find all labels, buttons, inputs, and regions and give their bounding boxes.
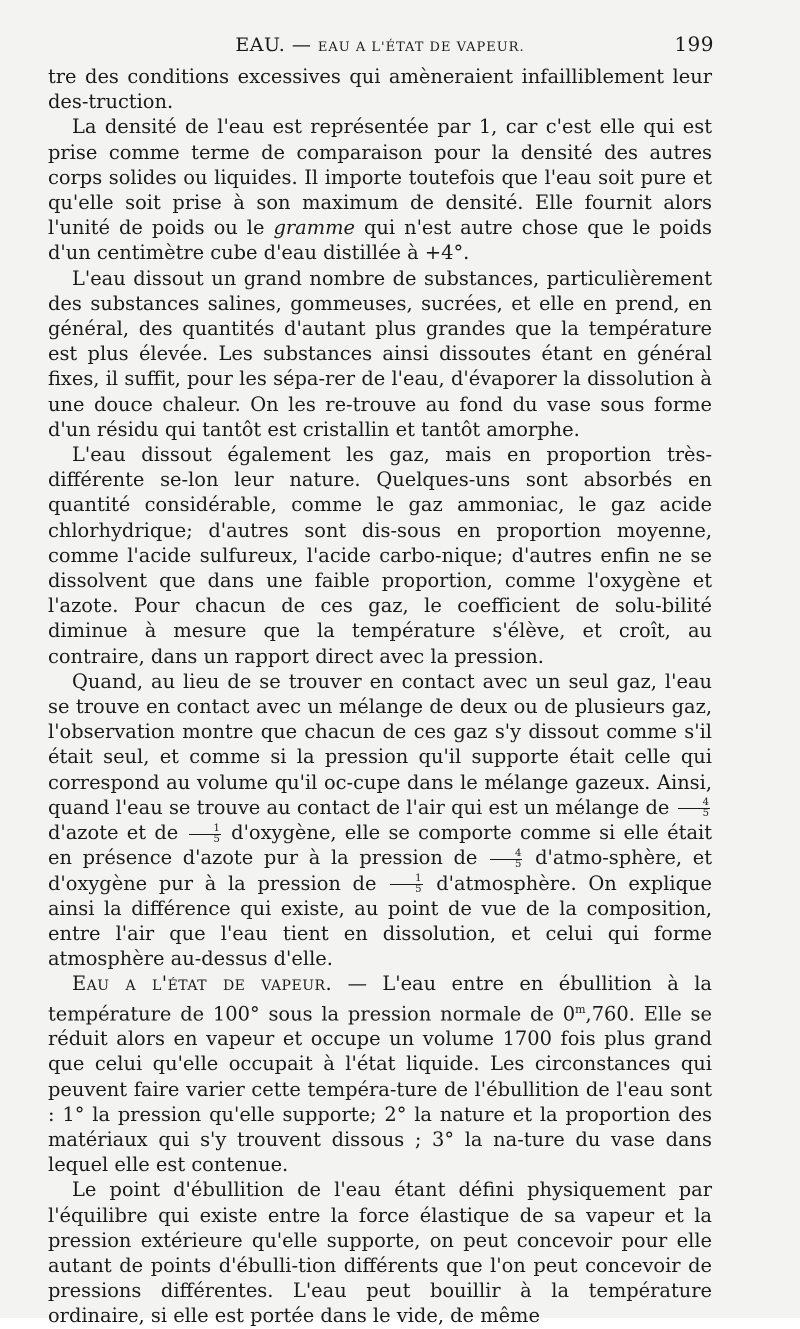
paragraph-vapeur-text-b: ,760. Elle se réduit alors en vapeur et occupe un volume 1700 fois plus grand que celui qu'elle occupait à l'état liquide. Les circonstances qui peuvent faire varier cette tempéra-ture de l'ébullition de l'eau sont : 1° la pression qu'elle supporte; 2° la nature et la proportion des matériaux qui s'y trouvent dissous ; 3° la na-ture du vase dans lequel elle est contenue. <box>48 1001 712 1177</box>
running-title-sub: EAU A L'ÉTAT DE VAPEUR. <box>317 40 525 55</box>
running-title <box>48 34 712 56</box>
fraction-num: 1 <box>390 874 422 885</box>
fraction-den: 5 <box>213 833 220 845</box>
paragraph-0: tre des conditions excessives qui amèneraient infailliblement leur des-truction. <box>48 65 712 114</box>
fraction-den: 5 <box>702 808 709 820</box>
fraction-den: 5 <box>415 884 422 895</box>
fraction-num: 4 <box>678 798 710 809</box>
paragraph-gas-mixture-text-c: d'oxygène, elle se comporte comme si elle était en présence d'azote pur à la pression de <box>48 821 713 870</box>
fraction-num: 1 <box>189 824 221 835</box>
paragraph-gas-mixture-text-d: d'atmo-sphère, et d'oxygène pur à la pression de <box>48 846 712 895</box>
fraction-azote <box>678 798 710 819</box>
paragraph-gas-mixture-text-e: d'atmosphère. On explique ainsi la différence qui existe, au point de vue de la composition, entre l'air que l'eau tient en dissolution, et celui qui forme atmosphère au-dessus d'elle. <box>48 871 713 971</box>
paragraph-density <box>48 114 712 265</box>
paragraph-gases: L'eau dissout également les gaz, mais en proportion très-différente se-lon leur nature. Quelques-uns sont absorbés en quantité considérable, comme le gaz ammoniac, le gaz acide chlorhydrique; d'autres sont dis-sous en proportion moyenne, comme l'acide sulfureux, l'acide carbo-nique; d'autres enfin ne se dissolvent que dans une faible proportion, comme l'oxygène et l'azote. Pour chacun de ces gaz, le coefficient de solu-bilité diminue à mesure que la température s'élève, et croît, au contraire, dans un rapport direct avec la pression. <box>48 443 712 668</box>
paragraph-vapeur-text-a: — L'eau entre en ébullition à la température de 100° sous la pression normale de 0 <box>48 972 712 1025</box>
body-text <box>48 64 712 1329</box>
paragraph-density-text-a: La densité de l'eau est représentée par 1, car c'est elle qui est prise comme terme de comparaison pour la densité des autres corps solides ou liquides. Il importe toutefois que l'eau soit pure et qu'elle soit prise à son maximum de densité. Elle fournit alors l'unité de poids ou le <box>48 115 712 240</box>
paragraph-gas-mixture-text-b: d'azote et de <box>48 821 187 845</box>
paragraph-density-text-b: qui n'est autre chose que le poids d'un centimètre cube d'eau distillée à +4°. <box>48 216 712 265</box>
paragraph-gas-mixture <box>48 669 712 971</box>
running-head <box>48 30 712 64</box>
section-heading-vapeur: Eau a l'état de vapeur. <box>72 972 333 996</box>
fraction-pression-azote <box>490 849 522 870</box>
running-title-main: EAU. — <box>235 34 312 56</box>
paragraph-ebullition: Le point d'ébullition de l'eau étant défini physiquement par l'équilibre qui existe entre la force élastique de sa vapeur et la pression extérieure qu'elle supporte, on peut concevoir pour elle autant de points d'ébulli-tion différents que l'on peut concevoir de pressions différentes. L'eau peut bouillir à la température ordinaire, si elle est portée dans le vide, de même <box>48 1178 712 1328</box>
gramme-term: gramme <box>273 216 355 240</box>
paragraph-vapeur <box>48 971 712 1177</box>
fraction-num: 4 <box>490 849 522 860</box>
unit-superscript: m <box>575 1002 586 1016</box>
page-number: 199 <box>674 32 714 56</box>
fraction-den: 5 <box>515 858 522 870</box>
fraction-oxygene <box>189 824 221 845</box>
paragraph-dissolution: L'eau dissout un grand nombre de substances, particulièrement des substances salines, gommeuses, sucrées, et elle en prend, en général, des quantités d'autant plus grandes que la température est plus élevée. Les substances ainsi dissoutes étant en général fixes, il suffit, pour les sépa-rer de l'eau, d'évaporer la dissolution à une douce chaleur. On les re-trouve au fond du vase sous forme d'un résidu qui tantôt est cristallin et tantôt amorphe. <box>48 266 712 441</box>
fraction-pression-oxygene <box>390 874 422 895</box>
paragraph-gas-mixture-text-a: Quand, au lieu de se trouver en contact avec un seul gaz, l'eau se trouve en contact avec un mélange de deux ou de plusieurs gaz, l'observation montre que chacun de ces gaz s'y dissout comme s'il était seul, et comme si la pression qu'il supporte était celle qui correspond au volume qu'il oc-cupe dans le mélange gazeux. Ainsi, quand l'eau se trouve au contact de l'air qui est un mélange de <box>48 669 712 819</box>
